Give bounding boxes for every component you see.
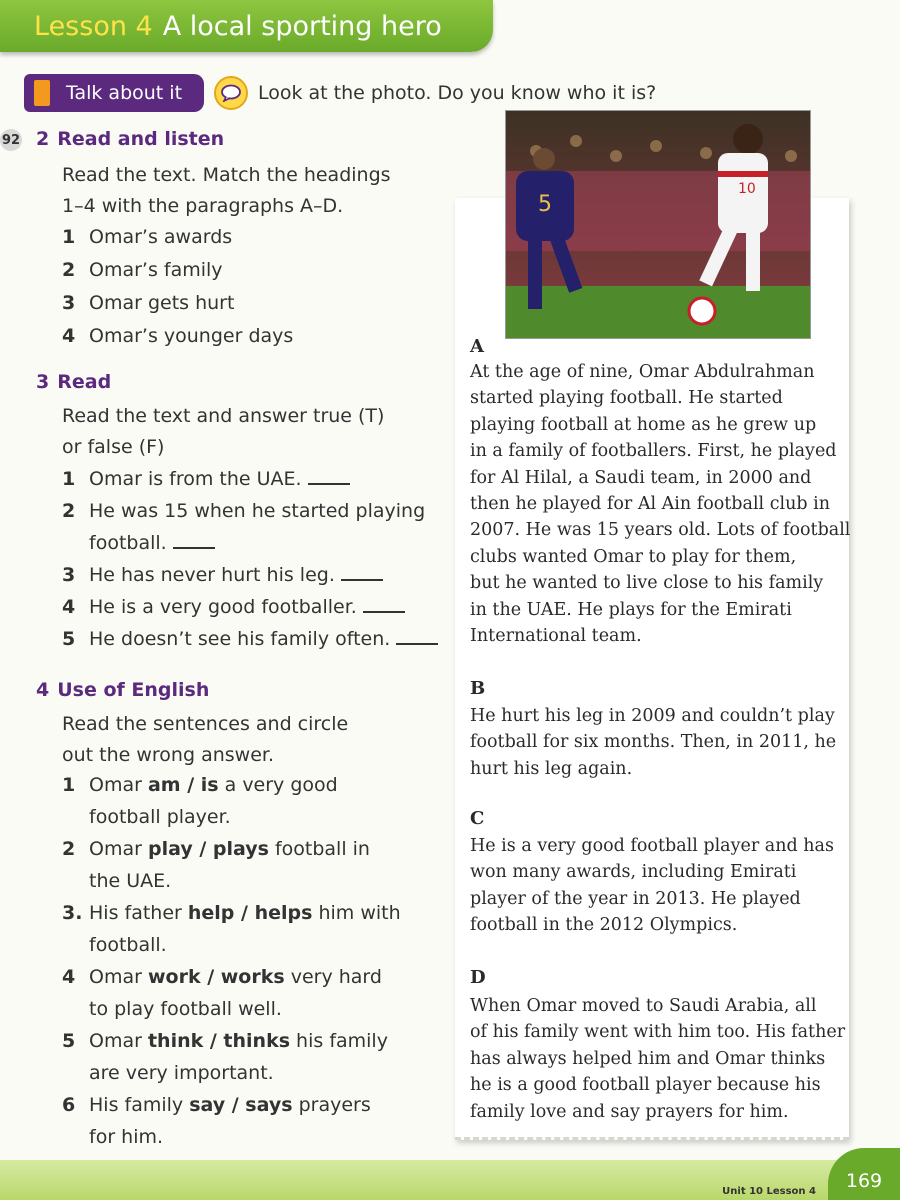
item-text: He has never hurt his leg. [89,559,438,591]
footer-unit-label: Unit 10 Lesson 4 [722,1186,816,1197]
reading-line: in a family of footballers. First, he played [470,441,837,462]
section-2-heading: 2 Read and listen [36,128,225,150]
paragraph-letter-c: C [470,808,485,829]
item-number: 3 [62,292,76,314]
page-number: 169 [828,1148,900,1200]
item-number: 3 [62,564,76,586]
paragraph-letter-d: D [470,967,486,988]
item-text: He doesn’t see his family often. [89,623,438,655]
reading-line: player of the year in 2013. He played [470,888,801,909]
answer-options[interactable]: am / is [147,774,219,796]
item-line: are very important. [89,1062,274,1084]
item-number: 1 [62,468,76,490]
heading-item [62,320,293,353]
answer-blank[interactable] [396,631,438,645]
section-2-list [62,221,293,353]
item-line: to play football well. [89,998,282,1020]
section-2-instruction: Read the text. Match the headings 1–4 with the paragraphs A–D. [62,164,391,217]
lesson-title: A local sporting hero [162,10,442,42]
item-text: Omar’s awards [89,226,233,248]
audio-track-badge: 92 [0,129,22,151]
item-text: Omar gets hurt [89,292,235,314]
item-line: football player. [89,806,231,828]
lesson-number: Lesson 4 [34,10,153,42]
item-number: 4 [62,325,76,347]
grammar-item [62,897,401,961]
item-line: Omar play / plays football in [89,838,370,860]
grammar-item [62,1025,401,1089]
grammar-item [62,833,401,897]
talk-about-it-row [24,74,656,112]
talk-about-it-label: 1 Talk about it [24,74,204,112]
reading-line: clubs wanted Omar to play for them, [470,546,797,567]
grammar-item [62,769,401,833]
section-4-heading: 4 Use of English [36,679,210,701]
section-3-instruction: Read the text and answer true (T) or false (F) [62,405,385,458]
answer-blank[interactable] [173,535,215,549]
section-number-bar: 1 [34,80,50,106]
item-number: 1 [62,774,76,796]
reading-line: in the UAE. He plays for the Emirati [470,599,792,620]
item-line: Omar am / is a very good [89,774,338,796]
reading-line: then he played for Al Ain football club in [470,494,831,515]
item-number: 2 [62,838,76,860]
item-number: 5 [62,1030,76,1052]
heading-item [62,254,293,287]
answer-blank[interactable] [308,471,350,485]
answer-options[interactable]: say / says [189,1094,293,1116]
jersey-number-right: 10 [738,181,756,197]
paragraph-a [470,359,850,649]
reading-line: football in the 2012 Olympics. [470,915,738,936]
item-number: 6 [62,1094,76,1116]
football-photo [505,110,811,339]
reading-line: football for six months. Then, in 2011, he [470,732,837,753]
item-text: Omar’s family [89,259,223,281]
item-number: 4 [62,966,76,988]
jersey-number-left: 5 [538,192,552,217]
reading-line: won many awards, including Emirati [470,862,797,883]
item-line: Omar think / thinks his family [89,1030,388,1052]
grammar-item [62,961,401,1025]
reading-line: for Al Hilal, a Saudi team, in 2000 and [470,467,812,488]
section-4-list [62,769,401,1153]
item-line: His family say / says prayers [89,1094,371,1116]
item-text: Omar’s younger days [89,325,294,347]
talk-instruction: Look at the photo. Do you know who it is? [258,82,657,104]
answer-options[interactable]: work / works [147,966,285,988]
paragraph-c [470,833,834,939]
reading-line: started playing football. He started [470,388,783,409]
answer-blank[interactable] [341,567,383,581]
heading-item [62,287,293,320]
true-false-item [62,463,438,495]
true-false-item [62,559,438,591]
heading-item [62,221,293,254]
item-line: Omar work / works very hard [89,966,382,988]
item-number: 2 [62,259,76,281]
item-number: 2 [62,500,76,522]
true-false-item [62,623,438,655]
reading-line: International team. [470,626,642,647]
true-false-item [62,495,438,559]
reading-line: 2007. He was 15 years old. Lots of football [470,520,851,541]
reading-line: he is a good football player because his [470,1075,821,1096]
item-number: 1 [62,226,76,248]
answer-options[interactable]: play / plays [147,838,269,860]
reading-line: At the age of nine, Omar Abdulrahman [470,362,815,382]
item-number: 5 [62,628,76,650]
true-false-item [62,591,438,623]
paragraph-letter-b: B [470,678,486,699]
lesson-header [0,0,493,52]
reading-line: hurt his leg again. [470,758,633,779]
answer-options[interactable]: help / helps [187,902,313,924]
item-text: football. [89,527,438,559]
reading-line: but he wanted to live close to his family [470,573,824,594]
item-text: He is a very good footballer. [89,591,438,623]
reading-line: has always helped him and Omar thinks [470,1048,826,1069]
item-text: He was 15 when he started playing [89,500,426,522]
item-line: football. [89,934,167,956]
item-text: Omar is from the UAE. [89,463,438,495]
reading-line: family love and say prayers for him. [470,1101,789,1122]
paragraph-b [470,703,836,782]
reading-line: playing football at home as he grew up [470,414,817,435]
section-3-list [62,463,438,655]
section-4-instruction: Read the sentences and circle out the wrong answer. [62,713,349,766]
answer-options[interactable]: think / thinks [147,1030,291,1052]
reading-line: He is a very good football player and has [470,836,834,856]
answer-blank[interactable] [363,599,405,613]
reading-line: When Omar moved to Saudi Arabia, all [470,996,817,1016]
paragraph-letter-a: A [470,336,484,357]
item-line: His father help / helps him with [89,902,401,924]
grammar-item [62,1089,401,1153]
item-line: for him. [89,1126,164,1148]
reading-line: of his family went with him too. His father [470,1022,846,1043]
section-3-heading: 3 Read [36,371,112,393]
item-line: the UAE. [89,870,172,892]
item-number: 3. [62,902,83,924]
paragraph-d [470,993,845,1125]
item-number: 4 [62,596,76,618]
reading-line: He hurt his leg in 2009 and couldn’t play [470,706,835,726]
speech-bubble-icon [214,76,248,110]
